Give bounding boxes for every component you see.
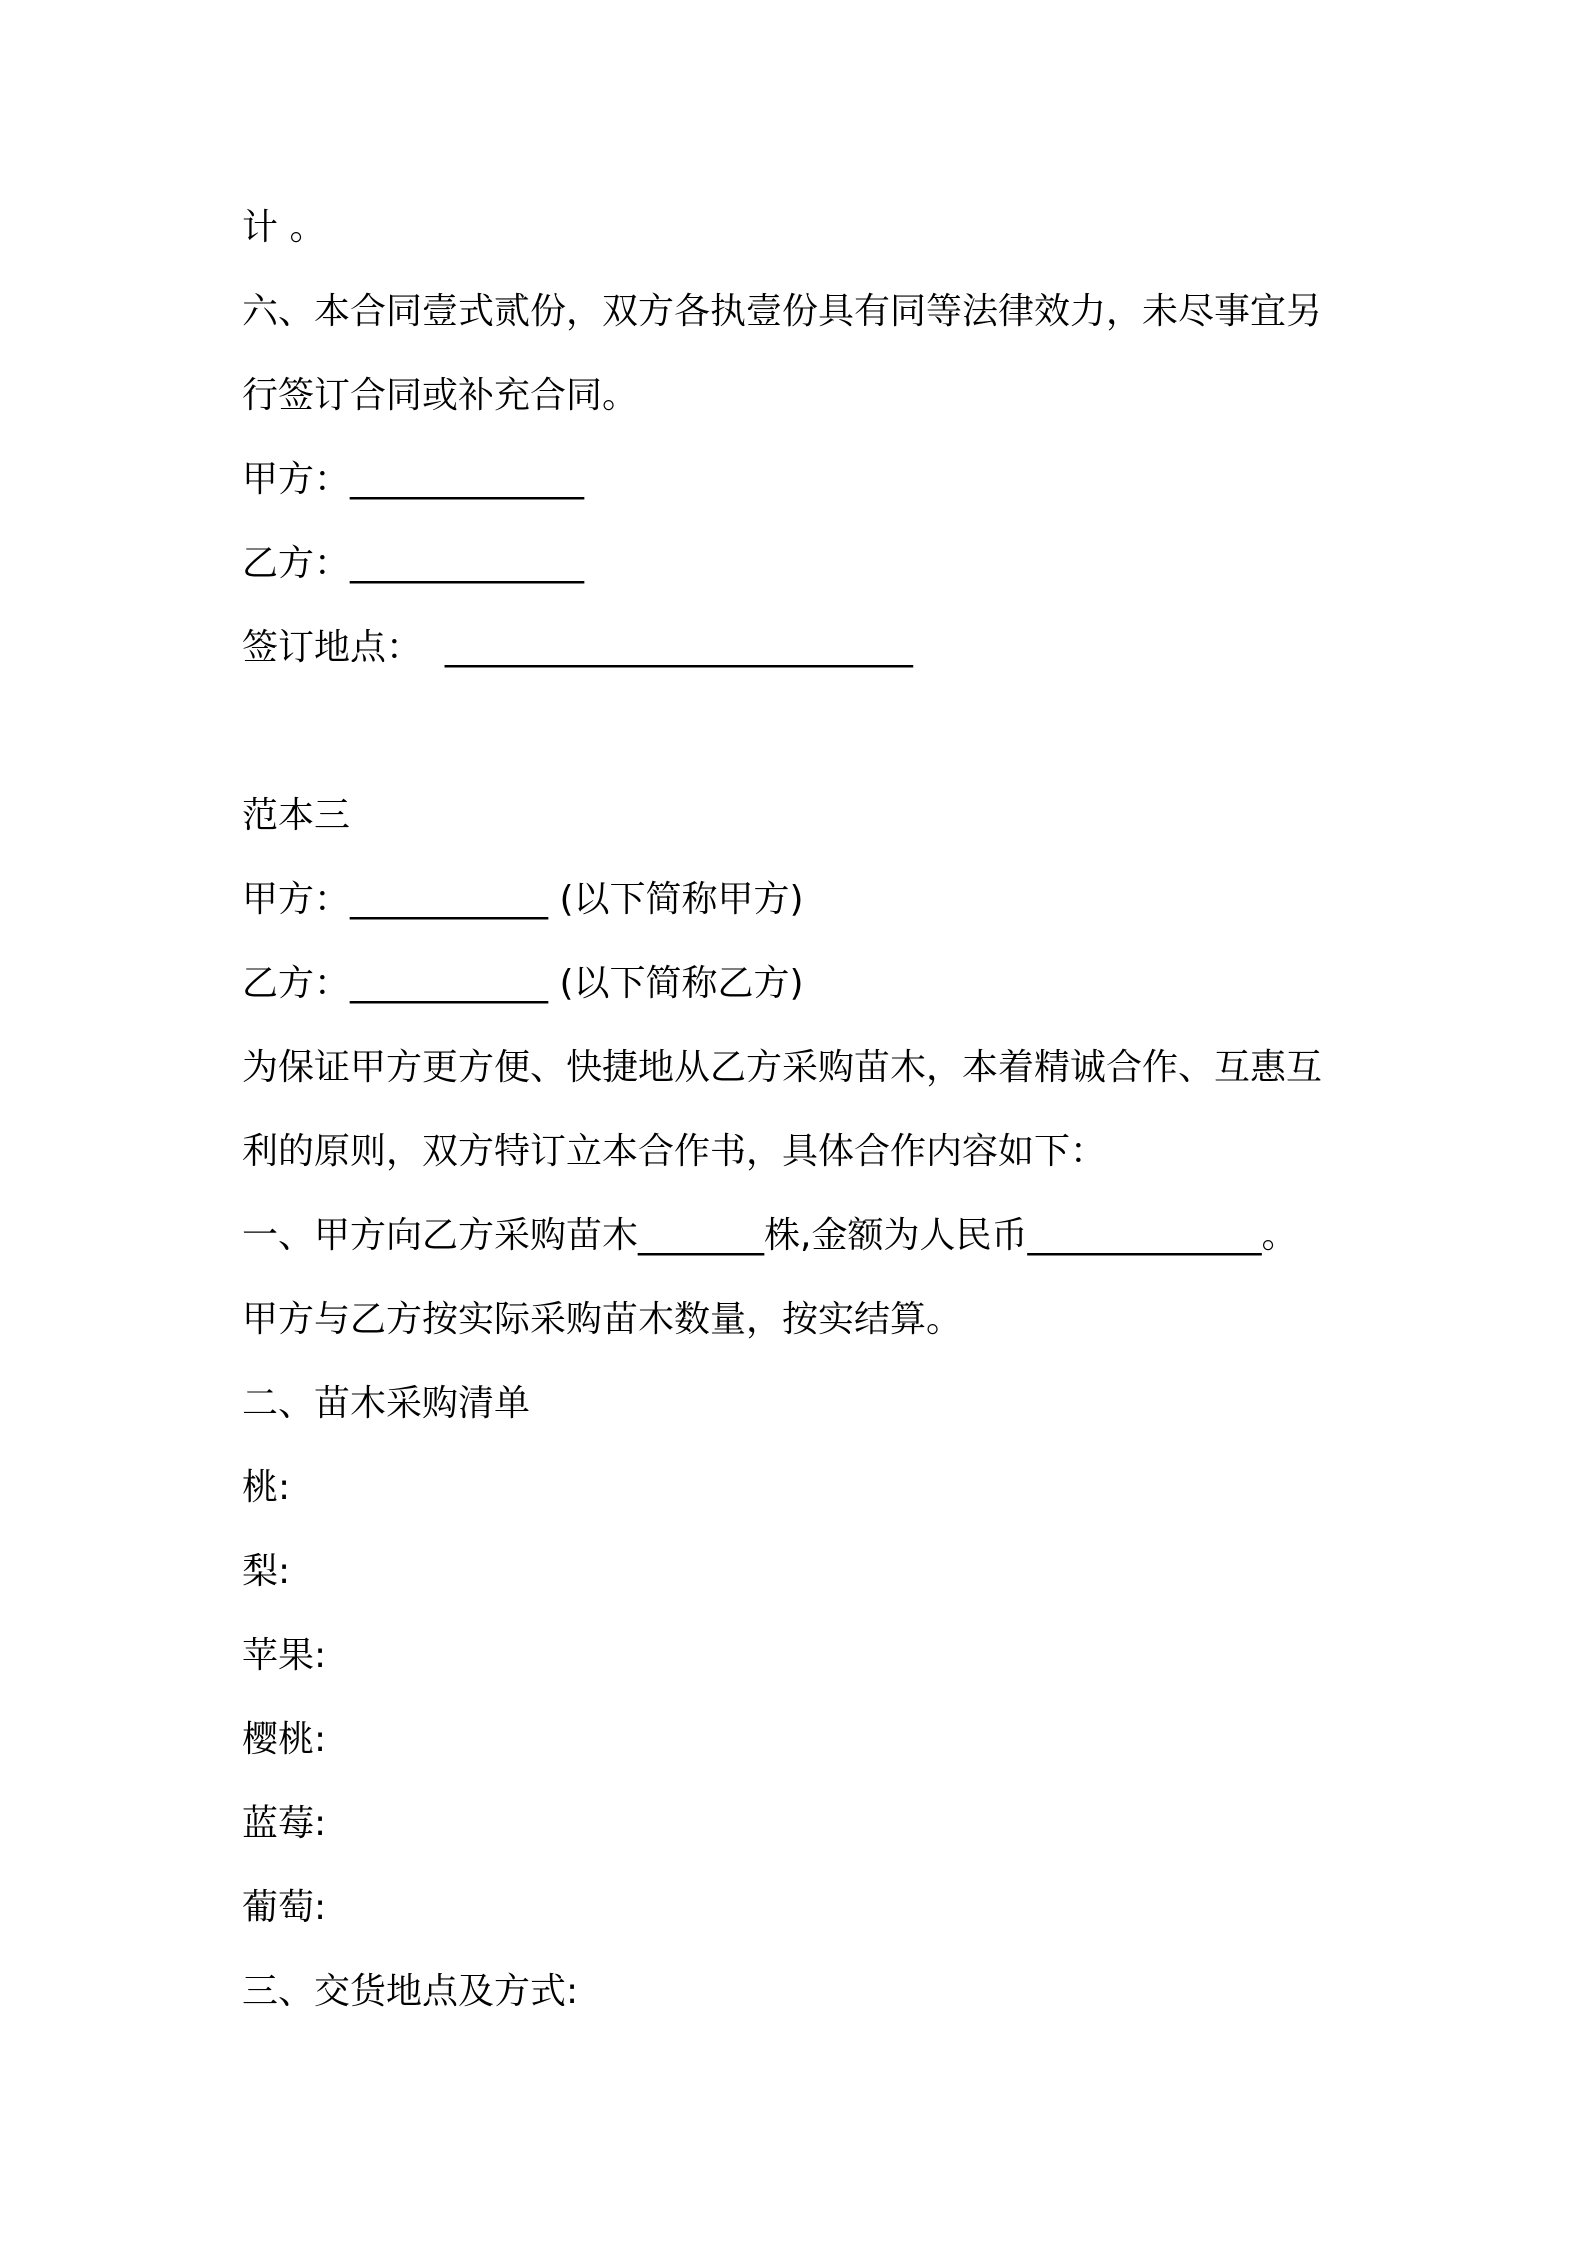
- list-item-cherry: 樱桃:: [242, 1719, 327, 1760]
- party-a-signature-line: 甲方：_____________: [242, 459, 585, 500]
- list-item-peach: 桃:: [242, 1467, 291, 1508]
- clause-one-line-2: 甲方与乙方按实际采购苗木数量，按实结算。: [242, 1299, 963, 1340]
- list-item-grape: 葡萄:: [242, 1887, 327, 1928]
- clause-one-line-1: 一、甲方向乙方采购苗木_______株,金额为人民币_____________。: [242, 1215, 1298, 1256]
- clause-two-heading: 二、苗木采购清单: [242, 1383, 531, 1424]
- list-item-pear: 梨:: [242, 1551, 291, 1592]
- party-b-line: 乙方：___________ (以下简称乙方): [242, 963, 804, 1004]
- signing-location-line: 签订地点： __________________________: [242, 627, 913, 668]
- list-item-apple: 苹果:: [242, 1635, 327, 1676]
- template-three-heading: 范本三: [242, 795, 351, 836]
- preamble-line-1: 为保证甲方更方便、快捷地从乙方采购苗木，本着精诚合作、互惠互: [242, 1047, 1323, 1088]
- clause-six-line-1: 六、本合同壹式贰份，双方各执壹份具有同等法律效力，未尽事宜另: [242, 291, 1323, 332]
- party-b-signature-line: 乙方：_____________: [242, 543, 585, 584]
- clause-three-heading: 三、交货地点及方式:: [242, 1971, 579, 2012]
- text-line-continuation: 计 。: [242, 207, 326, 248]
- list-item-blueberry: 蓝莓:: [242, 1803, 327, 1844]
- party-a-line: 甲方：___________ (以下简称甲方): [242, 879, 804, 920]
- preamble-line-2: 利的原则，双方特订立本合作书，具体合作内容如下：: [242, 1131, 1107, 1172]
- clause-six-line-2: 行签订合同或补充合同。: [242, 375, 639, 416]
